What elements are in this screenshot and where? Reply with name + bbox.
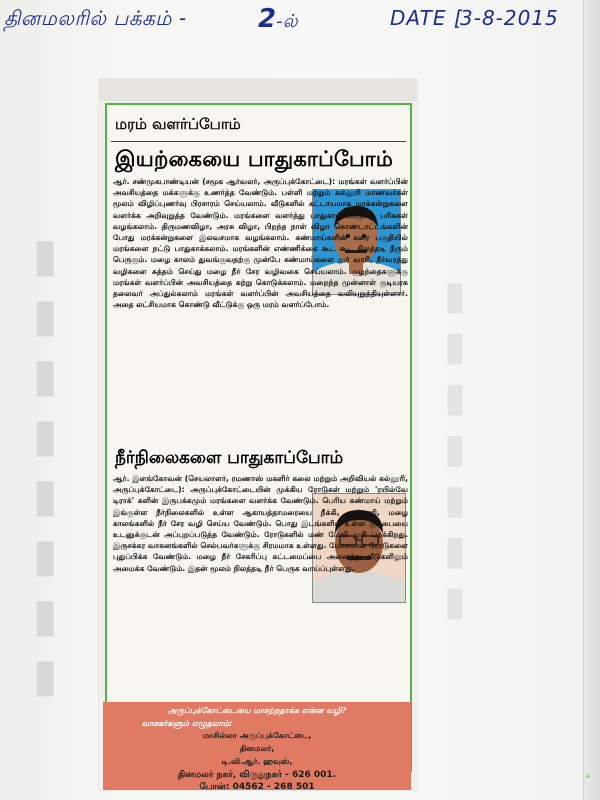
bleed-through-left: ▮▮▮▮▮▮▮▮ [18, 230, 72, 710]
newspaper-clipping [99, 79, 417, 790]
footer-address-1: மாசில்லா அருப்புக்கோட்டை, [202, 731, 312, 740]
footer-prompt: வாசகர்களும் எழுதலாம்: [141, 719, 233, 728]
handwritten-date-value: 3-8-2015 [460, 6, 559, 30]
page-number: 2 [258, 4, 277, 34]
bleed-through-right: ▮▮▮▮▮▮▮ [432, 273, 478, 630]
page-suffix: -ல் [276, 11, 298, 32]
reader-invite-box [103, 702, 411, 790]
kicker-divider [111, 141, 406, 142]
footer-question: அருப்புக்கோட்டையை மாசற்றதாக்க என்ன வழி? [167, 706, 347, 715]
corner-mark-icon: ꜟꜟ [585, 770, 591, 781]
clipping-top-strip [99, 79, 417, 101]
handwritten-date-label: DATE [ [390, 6, 463, 30]
article-box [105, 103, 412, 772]
article-kicker: மரம் வளர்ப்போம் [115, 115, 241, 133]
page-edge [583, 0, 600, 800]
handwritten-source-label: தினமலரில் பக்கம் - [4, 6, 187, 30]
article-subheadline: நீர்நிலைகளை பாதுகாப்போம் [115, 448, 344, 468]
handwritten-page-number [258, 4, 298, 34]
footer-phone: போன்: 04562 - 268 501 [199, 782, 315, 792]
article-headline: இயற்கையை பாதுகாப்போம் [115, 147, 394, 171]
article-body-2: ஆர். இளங்கோவன் (செயலாளர், ரமணாஸ் மகளிர் கலை மற்றும் அறிவியல் கல்லூரி, அருப்புக்கோட்டை): அருப்புக்கோட்டையின் முக்கிய ரோடுகள் மற்றும் 'ரயில்வே டிராக்' களின் இருபக்கமும் மரங்களை வளர்க்க வேண்டும். பெரிய கண்மாய் மற்றும் இங்குள்ள நீர்நிலைகளில் உள்ள ஆகாயத்தாமரையை நீக்கி, தூர்வாரி, மழை காலங்களில் நீர் சேர வழி செய்ய வேண்டும். பொது இடங்களில் உள்ள குப்பையை உடனுக்குடன் அப்புறப்படுத்த வேண்டும். ரோடுகளில் மண் மேவி தூசி பறக்கிறது. இருசக்கர வாகனங்களில் செல்பவர்களுக்கு சிரமமாக உள்ளது. மோசமான ரோடுகளை புதுப்பிக்க வேண்டும். மழை நீர் சேகரிப்பு கட்டமைப்பை அனைத்து வீடுகளிலும் அமைக்க வேண்டும். இதன் மூலம் நிலத்தடி நீர் பெருக வாய்ப்புள்ளது. [113, 474, 408, 573]
article-body-1: ஆர். சண்முகபாண்டியன் (சமூக ஆர்வலர், அருப்புக்கோட்டை): மரங்கள் வளர்ப்பின் அவசியத்தை மக்களுக்கு உணர்த்த வேண்டும். பள்ளி மற்றும் கல்லூரி மாணவர்கள் மூலம் விழிப்புணர்வு பிரசாரம் செய்யலாம். வீடுகளில் கட்டாயமாக மரக்கன்றுகளை வளர்க்க அறிவுறுத்த வேண்டும். மரங்களை வளர்த்து பாதுகாப்போருக்கு பரிசுகள் வழங்கலாம். திருமணவிழா, அரசு விழா, பிறந்த நாள் விழா கொண்டாட்டங்களின் போது மரக்கன்றுகளை இலவசமாக வழங்கலாம். கண்மாய்களின் கரை பகுதியில் மரங்களை நட்டு பாதுகாக்கலாம். மரங்களின் எண்ணிக்கை கூட கூட நிலத்தடி நீரும் பெருகும். மழை காலம் துவங்குவதற்கு முன்பே கண்மாய்களை தூர் வாரி, நீர்வரத்து வழிகளை சுத்தம் செய்து மழை நீர் சேர வழிவகை செய்யலாம். குழந்தைகளுக்கு மரங்கள் வளர்ப்பின் அவசியத்தை கற்று கொடுக்கலாம். மறைந்த முன்னாள் குடியரசு தலைவர் அப்துல்கலாம் மரங்கள் வளர்ப்பின் அவசியத்தை வலியுறுத்தியுள்ளார். அதை லட்சியமாக கொண்டு வீட்டுக்கு ஒரு மரம் வளர்ப்போம். [113, 177, 408, 310]
footer-address-3: டி.வி.ஆர். ஹவுஸ், [221, 757, 293, 766]
footer-address-4: தினமலர் நகர், விருதுநகர் - 626 001. [177, 770, 337, 780]
footer-address-2: தினமலர், [239, 744, 275, 753]
